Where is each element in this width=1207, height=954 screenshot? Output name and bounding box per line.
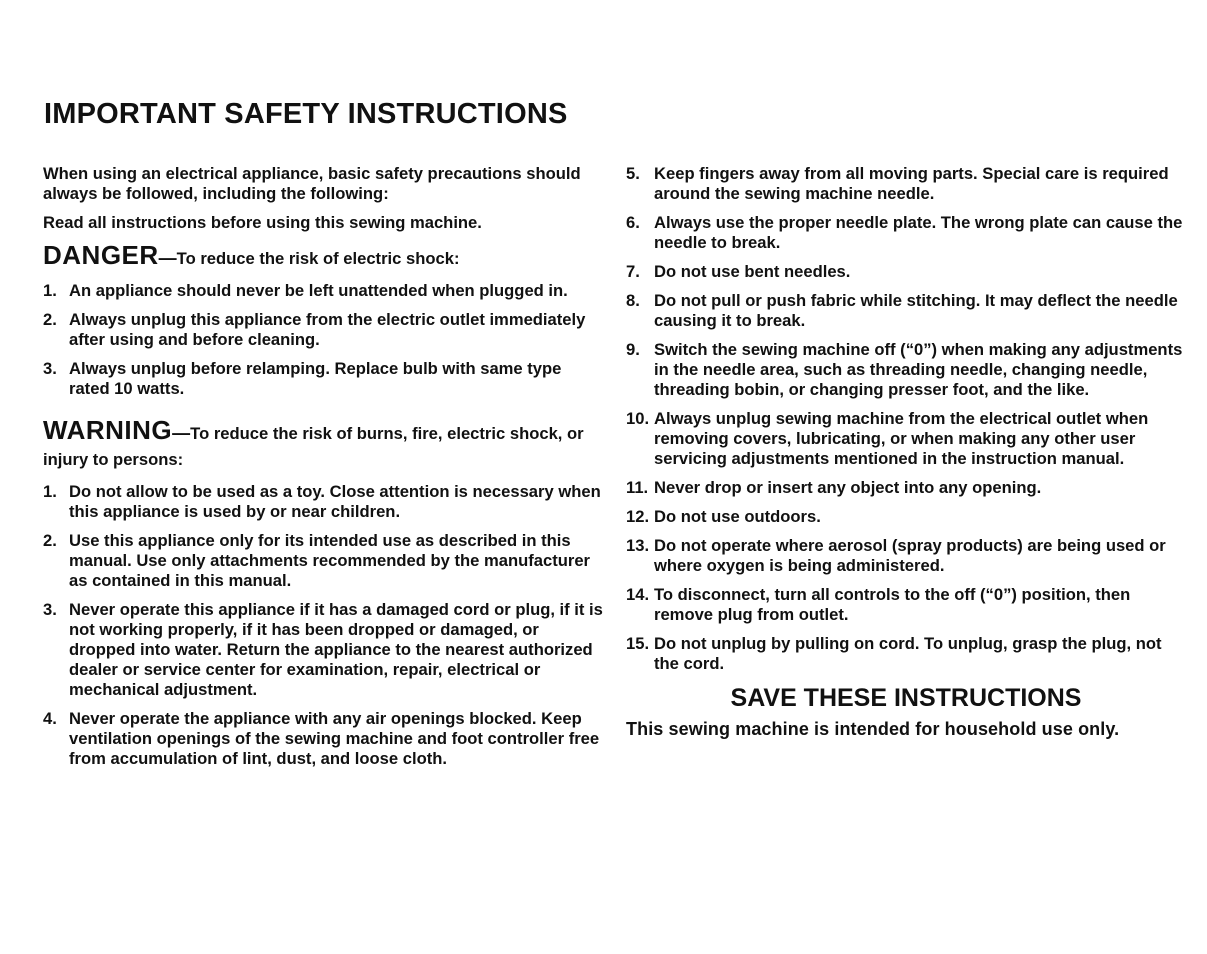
item-text: To disconnect, turn all controls to the off (“0”) position, then remove plug from outlet. xyxy=(654,585,1131,624)
item-text: Do not pull or push fabric while stitching. It may deflect the needle causing it to break. xyxy=(654,291,1178,330)
item-text: Never operate this appliance if it has a damaged cord or plug, if it is not working properly, if it has been dropped or damaged, or dropped into water. Return the appliance to the nearest authorized dealer or service center for examination, repair, electrical or mechanical adjustment. xyxy=(69,600,603,699)
item-text: Do not unplug by pulling on cord. To unplug, grasp the plug, not the cord. xyxy=(654,634,1162,673)
item-text: Never operate the appliance with any air openings blocked. Keep ventilation openings of the sewing machine and foot controller free from accumulation of lint, dust, and loose cloth. xyxy=(69,709,600,768)
item-text: Do not operate where aerosol (spray products) are being used or where oxygen is being administered. xyxy=(654,536,1166,575)
item-number: 13. xyxy=(626,536,650,555)
item-number: 3. xyxy=(43,600,57,619)
item-text: Always use the proper needle plate. The wrong plate can cause the needle to break. xyxy=(654,213,1183,252)
item-text: Always unplug sewing machine from the electrical outlet when removing covers, lubricating, or when making any other user servicing adjustments mentioned in the instruction manual. xyxy=(654,409,1149,468)
item-text: Do not use outdoors. xyxy=(654,507,821,526)
item-number: 11. xyxy=(626,478,649,497)
save-instructions-heading: SAVE THESE INSTRUCTIONS xyxy=(730,684,1082,712)
household-use-note: This sewing machine is intended for household use only. xyxy=(626,719,1120,739)
warning-heading xyxy=(43,417,603,473)
item-number: 2. xyxy=(43,310,57,329)
danger-label: DANGER xyxy=(43,240,159,270)
item-number: 4. xyxy=(43,709,57,728)
item-number: 9. xyxy=(626,340,640,359)
item-number: 8. xyxy=(626,291,640,310)
item-text: Do not use bent needles. xyxy=(654,262,851,281)
item-text: Always unplug before relamping. Replace bulb with same type rated 10 watts. xyxy=(69,359,562,398)
danger-heading xyxy=(43,242,603,272)
list-item xyxy=(626,536,1186,576)
list-item xyxy=(626,478,1186,498)
list-item xyxy=(43,281,603,301)
item-text: Use this appliance only for its intended use as described in this manual. Use only attachments recommended by the manufacturer as contained in this manual. xyxy=(69,531,591,590)
item-text: Never drop or insert any object into any opening. xyxy=(654,478,1042,497)
item-number: 1. xyxy=(43,281,57,300)
list-item xyxy=(626,291,1186,331)
list-item xyxy=(43,359,603,399)
page-title: IMPORTANT SAFETY INSTRUCTIONS xyxy=(44,98,568,130)
list-item xyxy=(43,600,603,700)
list-item xyxy=(43,531,603,591)
warning-label: WARNING xyxy=(43,415,173,445)
item-text: Switch the sewing machine off (“0”) when making any adjustments in the needle area, such as threading needle, changing needle, threading bobin, or changing presser foot, and the like. xyxy=(654,340,1183,399)
item-number: 1. xyxy=(43,482,57,501)
item-number: 3. xyxy=(43,359,57,378)
list-item xyxy=(43,482,603,522)
list-item xyxy=(626,164,1186,204)
intro-paragraph: When using an electrical appliance, basic safety precautions should always be followed, including the following: xyxy=(43,164,581,203)
item-number: 12. xyxy=(626,507,650,526)
list-item xyxy=(43,310,603,350)
item-number: 2. xyxy=(43,531,57,550)
list-item xyxy=(43,709,603,769)
item-number: 7. xyxy=(626,262,640,281)
item-number: 5. xyxy=(626,164,640,183)
list-item xyxy=(626,262,1186,282)
item-text: Always unplug this appliance from the electric outlet immediately after using and before cleaning. xyxy=(69,310,586,349)
item-text: An appliance should never be left unattended when plugged in. xyxy=(69,281,568,300)
item-text: Do not allow to be used as a toy. Close attention is necessary when this appliance is used by or near children. xyxy=(69,482,601,521)
left-column xyxy=(43,164,603,778)
danger-dash: — xyxy=(158,248,177,268)
list-item xyxy=(626,409,1186,469)
list-item xyxy=(626,634,1186,674)
read-instructions-paragraph: Read all instructions before using this sewing machine. xyxy=(43,213,482,232)
list-item xyxy=(626,585,1186,625)
warning-list-part-1 xyxy=(43,482,603,769)
item-number: 10. xyxy=(626,409,650,428)
list-item xyxy=(626,213,1186,253)
danger-list xyxy=(43,281,603,399)
item-number: 14. xyxy=(626,585,650,604)
list-item xyxy=(626,507,1186,527)
item-number: 6. xyxy=(626,213,640,232)
warning-list-part-2 xyxy=(626,164,1186,674)
item-number: 15. xyxy=(626,634,650,653)
right-column xyxy=(626,164,1186,739)
danger-text: To reduce the risk of electric shock: xyxy=(176,249,460,268)
warning-text: To reduce the risk of burns, fire, electric shock, or injury to persons: xyxy=(43,424,584,469)
list-item xyxy=(626,340,1186,400)
warning-dash: — xyxy=(172,423,191,443)
item-text: Keep fingers away from all moving parts. Special care is required around the sewing machine needle. xyxy=(654,164,1169,203)
